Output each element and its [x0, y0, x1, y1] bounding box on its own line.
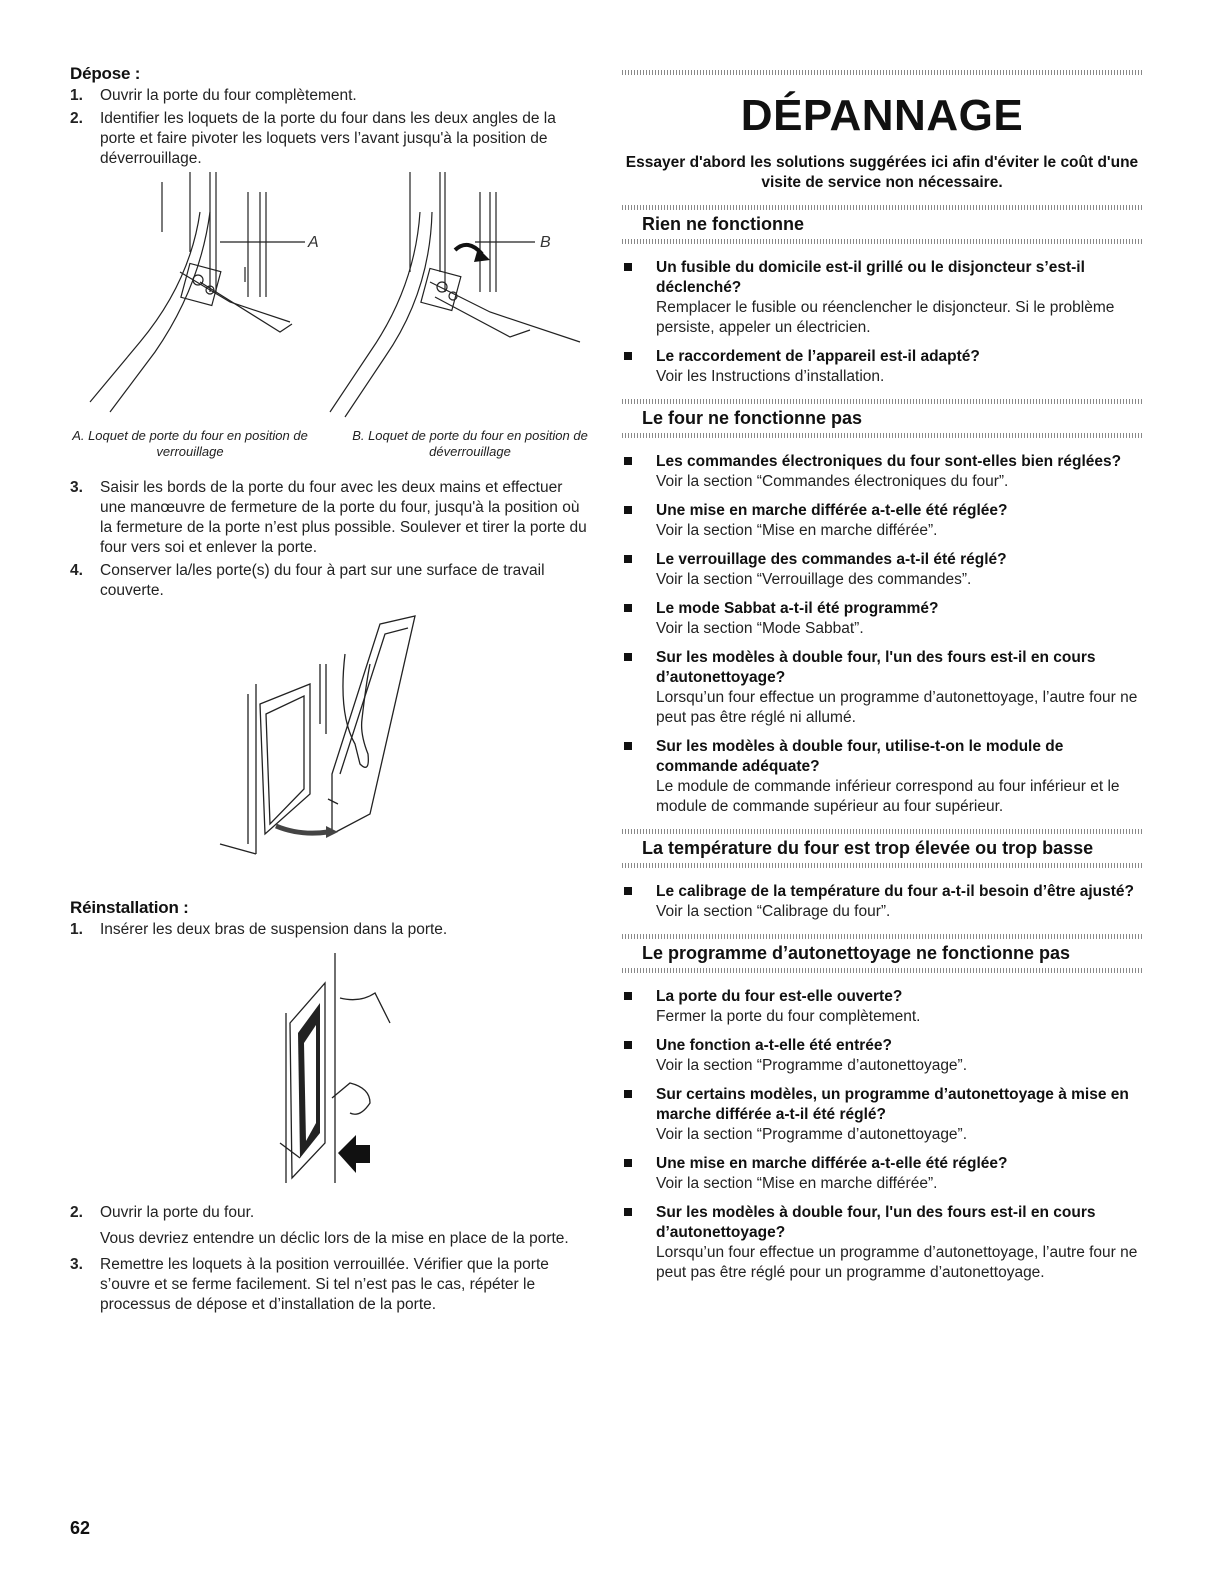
section-four-ne-fonctionne-pas: [622, 399, 1142, 817]
section-heading: Le programme d’autonettoyage ne fonctionne pas: [642, 943, 1071, 963]
reinstall-heading: Réinstallation :: [70, 898, 189, 917]
depose-steps: [70, 86, 590, 169]
label-b: B: [540, 234, 551, 251]
list-item: Sur les modèles à double four, l'un des fours est-il en cours d’autonettoyage? Lorsqu’un four effectue un programme d’autonettoyage, l’autre four ne peut pas être réglé ni allumé.: [622, 648, 1142, 728]
divider: [622, 433, 1142, 438]
right-column: [622, 70, 1142, 1295]
depose-steps-continued: [70, 478, 590, 601]
reinstall-steps: [70, 920, 590, 940]
list-item: Le verrouillage des commandes a-t-il été réglé? Voir la section “Verrouillage des commandes”.: [622, 550, 1142, 590]
bullet-icon: [624, 506, 632, 514]
section-rien-ne-fonctionne: [622, 205, 1142, 387]
bullet-icon: [624, 887, 632, 895]
caption-b: B. Loquet de porte du four en position de déverrouillage: [352, 428, 588, 459]
list-item: 2. Identifier les loquets de la porte du four dans les deux angles de la porte et faire pivoter les loquets vers l’avant jusqu'à la position de déverrouillage.: [70, 110, 556, 167]
list-item: Une fonction a-t-elle été entrée? Voir la section “Programme d’autonettoyage”.: [622, 1036, 1142, 1076]
figure-captions: [70, 428, 590, 460]
list-item: 4. Conserver la/les porte(s) du four à part sur une surface de travail couverte.: [70, 562, 545, 599]
section-autonettoyage: [622, 934, 1142, 1283]
list-item: Le calibrage de la température du four a-t-il besoin d’être ajusté? Voir la section “Calibrage du four”.: [622, 882, 1142, 922]
list-item: Une mise en marche différée a-t-elle été réglée? Voir la section “Mise en marche différée”.: [622, 1154, 1142, 1194]
section-heading: La température du four est trop élevée ou trop basse: [642, 838, 1094, 858]
section-heading: Le four ne fonctionne pas: [642, 408, 863, 428]
list-item: Sur les modèles à double four, l'un des fours est-il en cours d’autonettoyage? Lorsqu’un four effectue un programme d’autonettoyage, l’autre four ne peut pas être réglé pour un programme d’autonettoyage.: [622, 1203, 1142, 1283]
bullet-icon: [624, 457, 632, 465]
page-number: 62: [70, 1518, 91, 1538]
reinstall-illustration: [70, 943, 590, 1203]
list-item: 1. Insérer les deux bras de suspension dans la porte.: [70, 921, 448, 938]
bullet-icon: [624, 1208, 632, 1216]
list-item: Sur certains modèles, un programme d’autonettoyage à mise en marche différée a-t-il été réglé? Voir la section “Programme d’autonettoyage”.: [622, 1085, 1142, 1145]
bullet-icon: [624, 1090, 632, 1098]
section-heading: Rien ne fonctionne: [642, 214, 804, 234]
bullet-icon: [624, 742, 632, 750]
bullet-icon: [624, 352, 632, 360]
intro-text: Essayer d'abord les solutions suggérées ici afin d'éviter le coût d'une visite de service non nécessaire.: [625, 154, 1139, 191]
latch-illustration: [70, 172, 590, 428]
caption-a: A. Loquet de porte du four en position de verrouillage: [72, 428, 308, 459]
list-item: 3. Saisir les bords de la porte du four avec les deux mains et effectuer une manœuvre de fermeture de la porte du four, jusqu'à la position où la fermeture de la porte n’est plus possible. Soulever et tirer la porte du four vers soi et enlever la porte.: [70, 479, 587, 556]
reinstall-steps-continued: [70, 1203, 590, 1315]
bullet-icon: [624, 263, 632, 271]
list-item: Le raccordement de l’appareil est-il adapté? Voir les Instructions d’installation.: [622, 347, 1142, 387]
door-removal-illustration: [70, 604, 590, 894]
list-item: 3. Remettre les loquets à la position verrouillée. Vérifier que la porte s’ouvre et se ferme facilement. Si tel n’est pas le cas, répéter le processus de dépose et d’installation de la porte.: [70, 1256, 549, 1313]
list-item: Sur les modèles à double four, utilise-t-on le module de commande adéquate? Le module de commande inférieur correspond au four inférieur et le module de commande supérieur au four supérieur.: [622, 737, 1142, 817]
list-item: La porte du four est-elle ouverte? Fermer la porte du four complètement.: [622, 987, 1142, 1027]
latch-figure: [70, 172, 590, 428]
bullet-icon: [624, 992, 632, 1000]
bullet-icon: [624, 1041, 632, 1049]
divider: [622, 70, 1142, 75]
divider: [622, 968, 1142, 973]
reinstall-figure: [70, 943, 590, 1203]
label-a: A: [308, 234, 319, 251]
bullet-icon: [624, 1159, 632, 1167]
page-title: DÉPANNAGE: [740, 91, 1024, 140]
section-temperature: [622, 829, 1142, 922]
depose-heading: Dépose :: [70, 64, 141, 83]
list-item: 2. Ouvrir la porte du four. Vous devriez entendre un déclic lors de la mise en place de la porte.: [70, 1204, 569, 1247]
list-item: Une mise en marche différée a-t-elle été réglée? Voir la section “Mise en marche différée”.: [622, 501, 1142, 541]
bullet-icon: [624, 653, 632, 661]
list-item: Le mode Sabbat a-t-il été programmé? Voir la section “Mode Sabbat”.: [622, 599, 1142, 639]
bullet-icon: [624, 604, 632, 612]
left-column: [70, 64, 590, 1318]
door-removal-figure: [70, 604, 590, 894]
list-item: Les commandes électroniques du four sont-elles bien réglées? Voir la section “Commandes électroniques du four”.: [622, 452, 1142, 492]
divider: [622, 863, 1142, 868]
divider: [622, 239, 1142, 244]
list-item: 1. Ouvrir la porte du four complètement.: [70, 87, 357, 104]
bullet-icon: [624, 555, 632, 563]
list-item: Un fusible du domicile est-il grillé ou le disjoncteur s’est-il déclenché? Remplacer le fusible ou réenclencher le disjoncteur. Si le problème persiste, appeler un électricien.: [622, 258, 1142, 338]
